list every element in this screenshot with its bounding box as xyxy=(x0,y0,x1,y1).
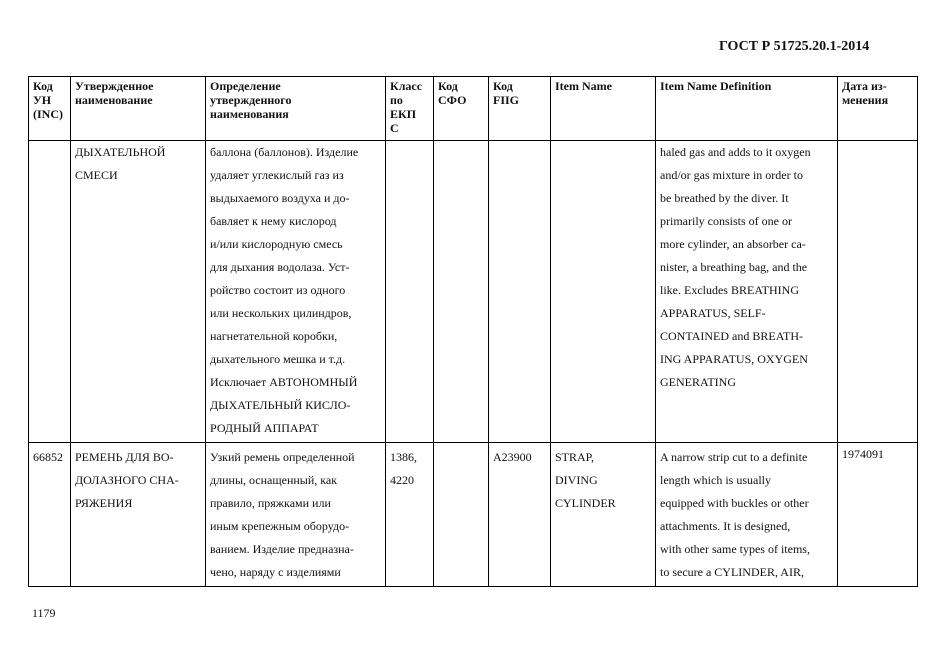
cell-date: 1974091 xyxy=(838,443,918,587)
document-title: ГОСТ Р 51725.20.1-2014 xyxy=(719,39,870,54)
cell-item-definition: haled gas and adds to it oxygen and/or gas mixture in order to be breathed by the diver. It primarily consists of one or more cylinder, an absorber ca- nister, a breathing bag, and the like. Excludes BREATHING APPARATUS, SELF- CONTAINED and BREATH- ING APPARATUS, OXYGEN GENERATING xyxy=(656,141,838,443)
cell-date xyxy=(838,141,918,443)
cell-definition-ru: Узкий ремень определенной длины, оснащенный, как правило, пряжками или иным крепежным оборудо- ванием. Изделие предназна- чено, наряду с изделиями xyxy=(206,443,386,587)
cell-sfo xyxy=(434,443,489,587)
column-header-definition: Определение утвержденного наименования xyxy=(206,77,386,141)
cell-inc: 66852 xyxy=(29,443,71,587)
cell-inc xyxy=(29,141,71,443)
column-header-inc: Код УН (INC) xyxy=(29,77,71,141)
cell-definition-ru: баллона (баллонов). Изделие удаляет углекислый газ из выдыхаемого воздуха и до- бавляет к нему кислород и/или кислородную смесь для дыхания водолаза. Уст- ройство состоит из одного или нескольких цилиндров, нагнетательной коробки, дыхательного мешка и т.д. Исключает АВТОНОМНЫЙ ДЫХАТЕЛЬНЫЙ КИСЛО- РОДНЫЙ АППАРАТ xyxy=(206,141,386,443)
cell-approved-name: ДЫХАТЕЛЬНОЙ СМЕСИ xyxy=(71,141,206,443)
cell-fiig xyxy=(489,141,551,443)
column-header-approved-name: Утвержденное наименование xyxy=(71,77,206,141)
cell-class xyxy=(386,141,434,443)
table-row xyxy=(29,443,918,587)
column-header-item-name: Item Name xyxy=(551,77,656,141)
cell-item-definition: A narrow strip cut to a definite length which is usually equipped with buckles or other attachments. It is designed, with other same types of items, to secure a CYLINDER, AIR, xyxy=(656,443,838,587)
cell-item-name xyxy=(551,141,656,443)
catalog-table xyxy=(28,76,918,587)
column-header-class: Класс по ЕКП С xyxy=(386,77,434,141)
cell-class: 1386, 4220 xyxy=(386,443,434,587)
table-header-row xyxy=(29,77,918,141)
column-header-sfo: Код СФО xyxy=(434,77,489,141)
cell-approved-name: РЕМЕНЬ ДЛЯ ВО- ДОЛАЗНОГО СНА- РЯЖЕНИЯ xyxy=(71,443,206,587)
cell-item-name: STRAP, DIVING CYLINDER xyxy=(551,443,656,587)
column-header-fiig: Код FIIG xyxy=(489,77,551,141)
column-header-item-definition: Item Name Definition xyxy=(656,77,838,141)
cell-fiig: A23900 xyxy=(489,443,551,587)
table-row xyxy=(29,141,918,443)
column-header-date: Дата из- менения xyxy=(838,77,918,141)
cell-sfo xyxy=(434,141,489,443)
page-number: 1179 xyxy=(32,606,56,620)
